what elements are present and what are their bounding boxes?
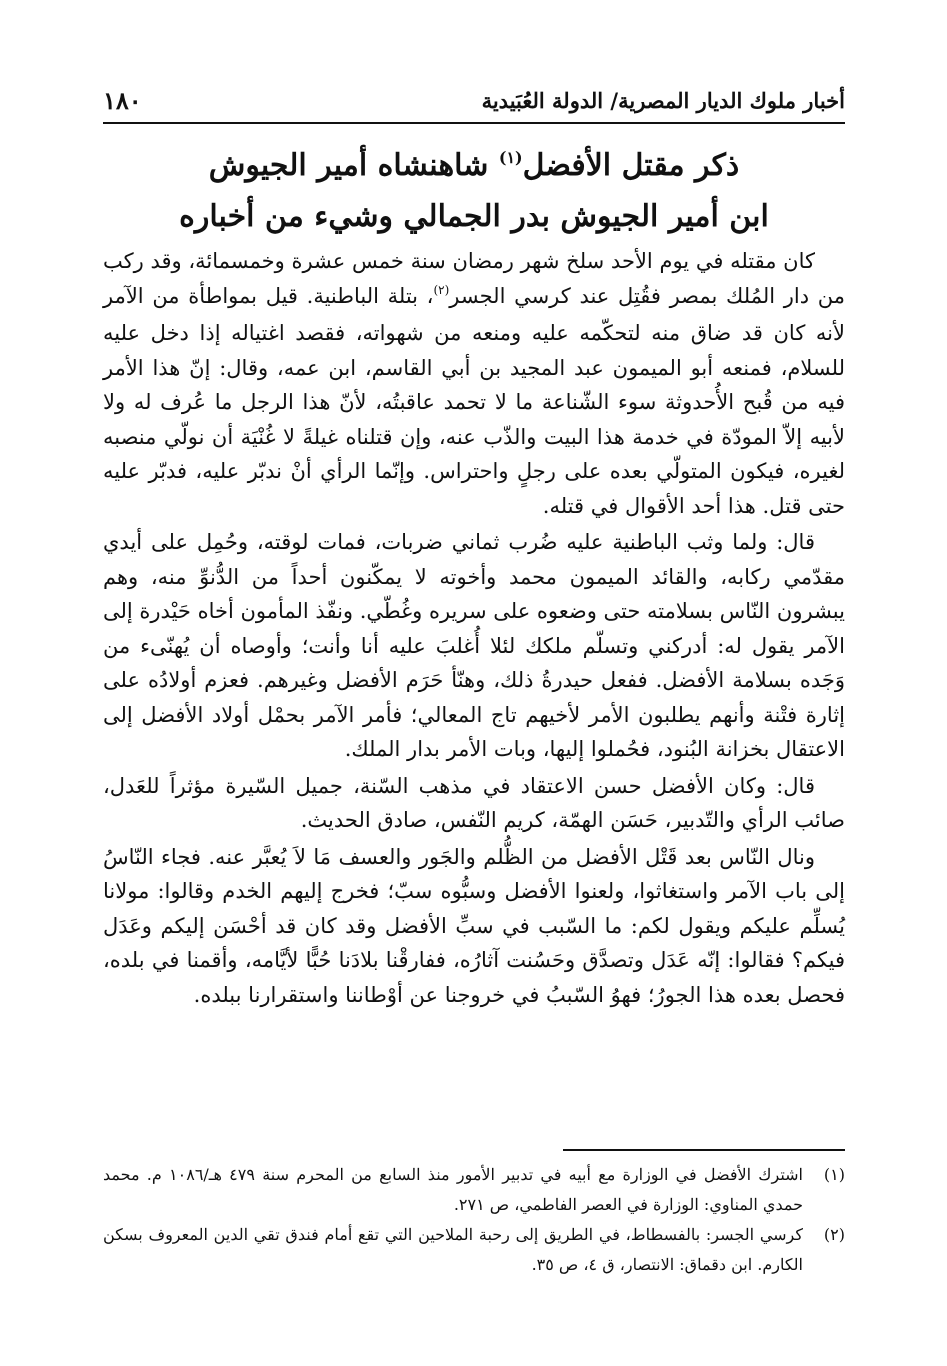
header-rule: [103, 122, 845, 124]
page-number: ١٨٠: [103, 86, 142, 115]
body-text: [103, 244, 845, 1014]
paragraph-1-part-b: ، بتلة الباطنية. قيل بمواطأة من الآمر لأنه كان قد ضاق منه لتحكّمه عليه ومنعه من شهواته، فقصد اغتياله إذا دخل عليه للسلام، فمنعه أبو الميمون عبد المجيد بن أبي القاسم، ابن عمه، وقال: إنّ هذا الأمر فيه من قُبح الأُحدوثة سوء الشّناعة ما لا تحمد عاقبتُه، لأنّ هذا الرجل ما عُرف له ولا لأبيه إلاّ المودّة في خدمة هذا البيت والذّب عنه، وإن قتلناه غيلةً لا غُنْيَة أن نولّي منصبه لغيره، فيكون المتولّي بعده على رجلٍ واحتراس. وإنّما الرأي أنْ ندبّر عليه، فدبّر عليه حتى قتل. هذا أحد الأقوال في قتله.: [103, 283, 845, 518]
footnotes: [103, 1160, 845, 1280]
paragraph-2: قال: ولما وثب الباطنية عليه ضُرب ثماني ضربات، فمات لوقته، وحُمِل على أيدي مقدّمي ركابه، والقائد الميمون محمد وأخوته لا يمكّنون أحداً من الدُّنوِّ منه، وهم يبشرون النّاس بسلامته حتى وضعوه على سريره وغُطّي. ونفّذ المأمون أخاه حَيْدرة إلى الآمر يقول له: أدركني وتسلّم ملكك لئلا أُغلبَ عليه أنا وأنت؛ وأوصاه أن يُهنّىء من وَجَده بسلامة الأفضل. ففعل حيدرةُ ذلك، وهنّأ حَرَم الأفضل وغيرهم. فعزم أولادُه على إثارة فتْنة وأنهم يطلبون الأمر لأخيهم تاج المعالي؛ فأمر الآمر بحمْل أولاد الأفضل إلى الاعتقال بخزانة البُنود، فحُملوا إليها، وبات الأمر بدار الملك.: [103, 530, 845, 761]
chapter-title-line-1: [103, 142, 845, 193]
paragraph-4: ونال النّاس بعد قَتْل الأفضل من الظُّلم والجَور والعسف مَا لاَ يُعبَّر عنه. فجاء النّاسُ إلى باب الآمر واستغاثوا، ولعنوا الأفضل وسبُّوه سبّ؛ فخرج إليهم الخدم وقالوا: مولانا يُسلِّم عليكم ويقول لكم: ما السّبب في سبِّ الأفضل وقد كان قد أحْسَن إليكم وعَدَل فيكم؟ فقالوا: إنّه عَدَل وتصدَّق وحَسُنت آثارُه، ففارقْنا بلادَنا حُبًّا لأيَّامه، وأقمنا في بلده، فحصل بعده هذا الجورُ؛ فهوُ السّببُ في خروجنا عن أوْطاننا واستقرارنا ببلده.: [103, 844, 845, 1007]
footnote-text: كرسي الجسر: بالفسطاط، في الطريق إلى رحبة الملاحين التي تقع أمام فندق تقي الدين المعروف بسكن الكارم. ابن دقماق: الانتصار، ق ٤، ص ٣٥.: [103, 1225, 804, 1274]
paragraph-1-part-a: كان مقتله في يوم الأحد سلخ شهر رمضان سنة خمس عشرة وخمسمائة، وقد ركب من دار المُلك بمصر فقُتِل عند كرسي الجسر: [103, 249, 845, 308]
paragraph-1: [103, 244, 845, 523]
chapter-title-part-2: شاهنشاه أمير الجيوش: [208, 148, 499, 183]
footnote-1: [103, 1160, 845, 1220]
paragraph-3: قال: وكان الأفضل حسن الاعتقاد في مذهب السّنة، جميل السّيرة مؤثراً للعَدل، صائب الرأي والتّدبير، حَسَن الهمّة، كريم النّفس، صادق الحديث.: [103, 773, 845, 832]
chapter-title-line-2: ابن أمير الجيوش بدر الجمالي وشيء من أخباره: [179, 199, 769, 234]
footnote-number: (١): [823, 1165, 845, 1184]
chapter-title-part-1: ذكر مقتل الأفضل: [522, 148, 740, 183]
chapter-title: [103, 142, 845, 240]
running-header: [103, 82, 845, 122]
footnote-2: [103, 1220, 845, 1280]
footnote-ref-1: (١): [498, 148, 523, 167]
footnote-ref-2: (٢): [433, 282, 450, 297]
running-title: أخبار ملوك الديار المصرية/ الدولة العُبَيدية: [481, 88, 845, 113]
footnote-text: اشترك الأفضل في الوزارة مع أبيه في تدبير الأمور منذ السابع من المحرم سنة ٤٧٩ هـ/١٠٨٦ م. محمد حمدي المناوي: الوزارة في العصر الفاطمي، ص ٢٧١.: [103, 1165, 803, 1214]
footnote-rule: [563, 1149, 845, 1151]
footnote-number: (٢): [823, 1225, 845, 1244]
